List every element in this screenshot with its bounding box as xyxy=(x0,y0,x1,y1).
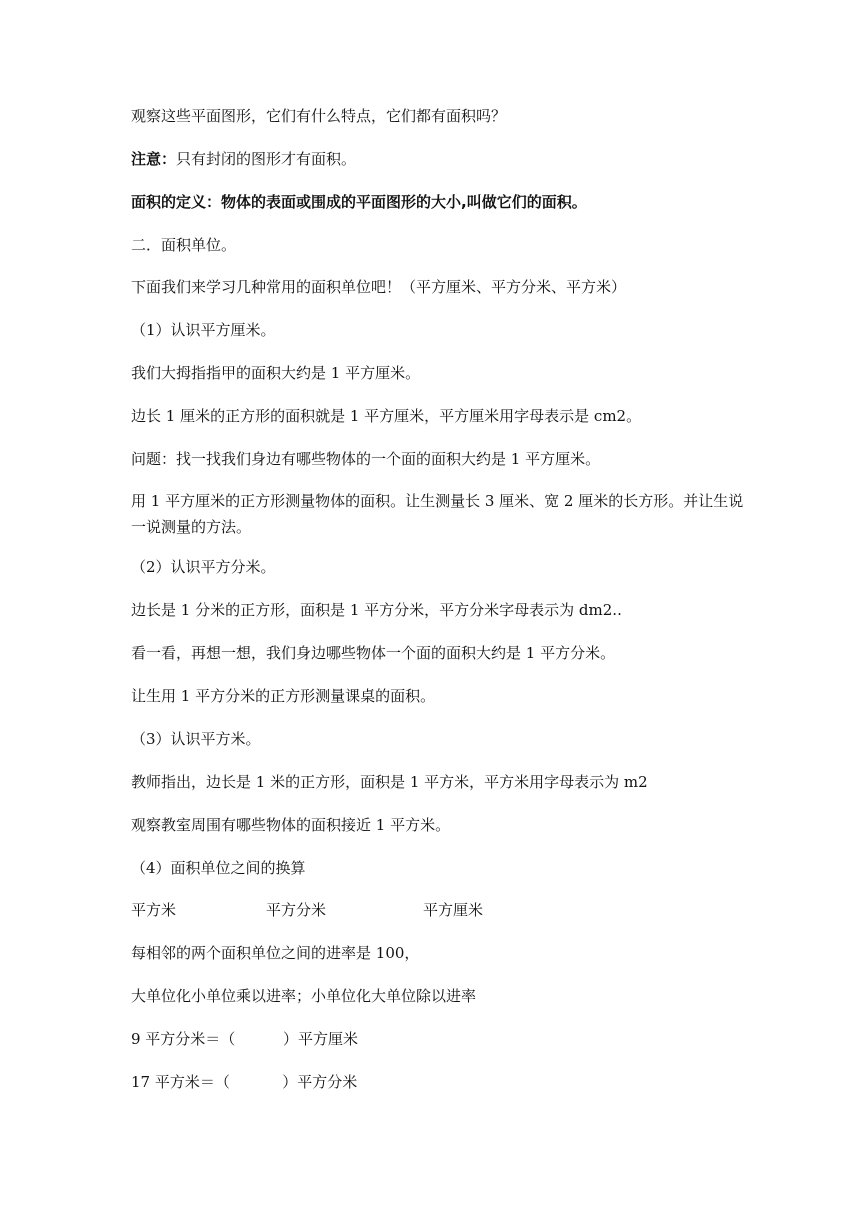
definition-paragraph: 面积的定义：物体的表面或围成的平面图形的大小,叫做它们的面积。 xyxy=(131,193,587,211)
subsection-title-conversion: （4）面积单位之间的换算 xyxy=(131,859,306,877)
paragraph-cm2-definition: 边长 1 厘米的正方形的面积就是 1 平方厘米，平方厘米用字母表示是 cm2。 xyxy=(131,407,642,425)
paragraph-thumbnail: 我们大拇指指甲的面积大约是 1 平方厘米。 xyxy=(131,364,421,382)
section-heading-units: 二．面积单位。 xyxy=(131,236,237,254)
paragraph-dm2-measure: 让生用 1 平方分米的正方形测量课桌的面积。 xyxy=(131,687,436,705)
paragraph-measure-cm2: 用 1 平方厘米的正方形测量物体的面积。让生测量长 3 厘米、宽 2 厘米的长方形。并让生说一说测量的方法。 xyxy=(131,492,744,536)
subsection-title-m2: （3）认识平方米。 xyxy=(131,730,261,748)
paragraph-dm2-definition: 边长是 1 分米的正方形，面积是 1 平方分米，平方分米字母表示为 dm2.. xyxy=(131,601,622,619)
note-label: 注意： xyxy=(131,150,177,168)
paragraph-conversion-rule: 大单位化小单位乘以进率；小单位化大单位除以进率 xyxy=(131,987,477,1005)
exercise-1: 9 平方分米＝（ ）平方厘米 xyxy=(131,1030,358,1048)
subsection-title-cm2: （1）认识平方厘米。 xyxy=(131,321,276,339)
note-text: 只有封闭的图形才有面积。 xyxy=(176,150,357,168)
paragraph-dm2-observe: 看一看，再想一想，我们身边哪些物体一个面的面积大约是 1 平方分米。 xyxy=(131,644,616,662)
paragraph-question: 问题：找一找我们身边有哪些物体的一个面的面积大约是 1 平方厘米。 xyxy=(131,450,601,468)
subsection-title-dm2: （2）认识平方分米。 xyxy=(131,558,276,576)
paragraph-observe: 观察这些平面图形，它们有什么特点，它们都有面积吗？ xyxy=(131,107,507,125)
exercise-2: 17 平方米＝（ ）平方分米 xyxy=(131,1073,358,1091)
unit-dm2: 平方分米 xyxy=(266,901,327,919)
paragraph-m2-observe: 观察教室周围有哪些物体的面积接近 1 平方米。 xyxy=(131,816,451,834)
intro-units-paragraph: 下面我们来学习几种常用的面积单位吧！（平方厘米、平方分米、平方米） xyxy=(131,278,627,296)
unit-cm2: 平方厘米 xyxy=(423,901,484,919)
paragraph-m2-definition: 教师指出，边长是 1 米的正方形，面积是 1 平方米，平方米用字母表示为 m2 xyxy=(131,773,648,791)
units-row xyxy=(131,898,745,922)
unit-m2: 平方米 xyxy=(131,901,177,919)
note-paragraph xyxy=(131,147,745,171)
paragraph-rate: 每相邻的两个面积单位之间的进率是 100， xyxy=(131,944,420,962)
